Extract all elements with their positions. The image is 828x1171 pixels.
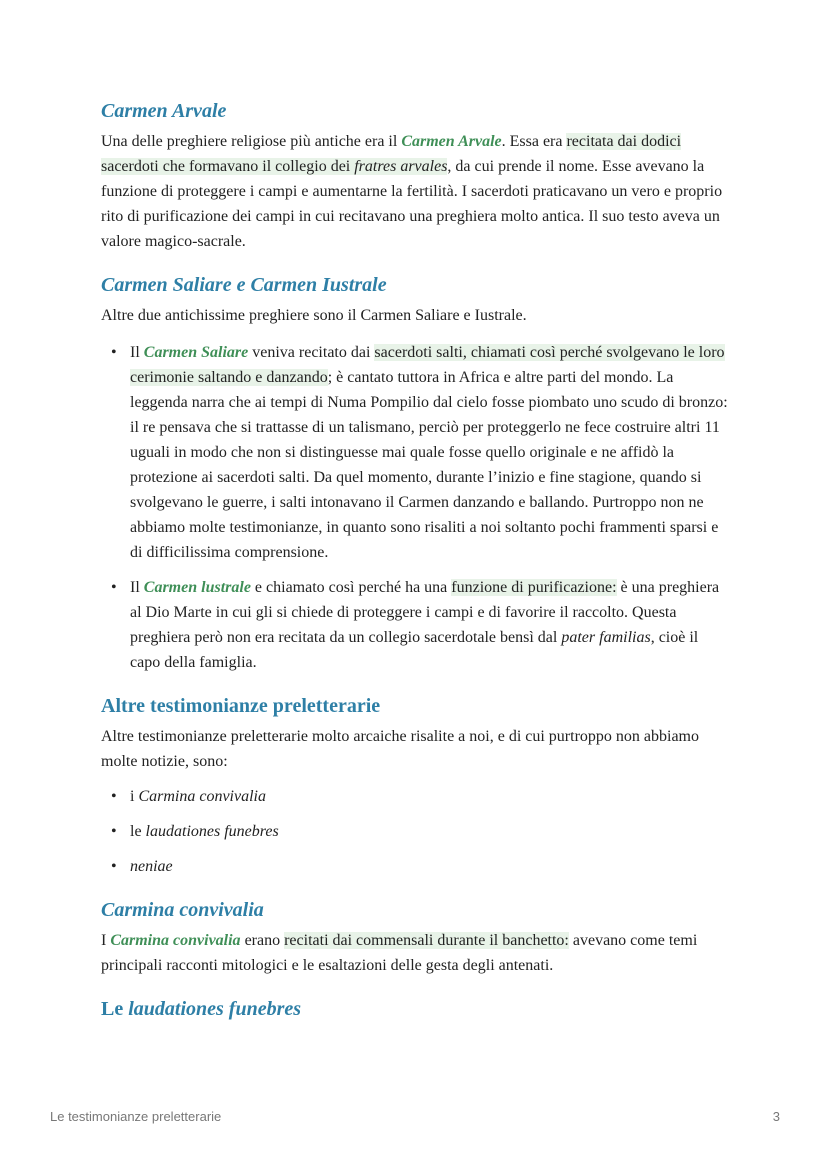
heading-altre-testimonianze: Altre testimonianze preletterarie xyxy=(101,695,381,717)
text: I xyxy=(101,932,111,949)
heading-carmen-saliare: Carmen Saliare e Carmen Iustrale xyxy=(101,274,387,296)
list-item xyxy=(101,854,731,879)
italic-text: pater familias xyxy=(561,629,651,646)
text: le xyxy=(130,823,146,840)
text: veniva recitato dai xyxy=(248,344,375,361)
keyword: Carmen Saliare xyxy=(143,344,249,361)
document-page xyxy=(101,96,731,1027)
bullet-icon: • xyxy=(111,344,117,361)
italic-text: Carmina convivalia xyxy=(138,788,266,805)
bullet-icon: • xyxy=(111,788,117,805)
bullet-icon: • xyxy=(111,858,117,875)
bullet-icon: • xyxy=(111,823,117,840)
text: , cioè il capo della famiglia. xyxy=(130,629,699,671)
paragraph-carmen-arvale xyxy=(101,129,731,254)
text: . Essa era xyxy=(501,133,567,150)
text: Il xyxy=(130,579,144,596)
keyword: Carmina convivalia xyxy=(110,932,241,949)
text: è una preghiera al Dio Marte in cui gli si chiede di proteggere i campi e di favorire il raccolto. Questa preghiera però non era recitata da un collegio sacerdotale bensì dal xyxy=(130,579,720,646)
keyword: Carmen Arvale xyxy=(401,133,502,150)
heading-italic: laudationes funebres xyxy=(128,998,302,1020)
keyword: Carmen lustrale xyxy=(143,579,251,596)
heading-carmina-convivalia: Carmina convivalia xyxy=(101,899,264,921)
list-item xyxy=(101,819,731,844)
paragraph-altre-testimonianze: Altre testimonianze preletterarie molto arcaiche risalite a noi, e di cui purtroppo non abbiamo molte notizie, sono: xyxy=(101,728,699,770)
italic-text: neniae xyxy=(130,858,173,875)
bullet-list-testimonianze xyxy=(101,784,731,879)
text: erano xyxy=(240,932,285,949)
text: , da cui prende il nome. Esse avevano la funzione di proteggere i campi e aumentarne la fertilità. I sacerdoti praticavano un vero e proprio rito di purificazione dei campi in cui recitavano una preghiera molto antica. Il suo testo aveva un valore magico-sacrale. xyxy=(101,158,723,250)
text: e chiamato così perché ha una xyxy=(250,579,452,596)
italic-text: laudationes funebres xyxy=(145,823,279,840)
heading-laudationes-funebres xyxy=(101,994,731,1024)
page-footer xyxy=(50,1109,780,1124)
footer-title: Le testimonianze preletterarie xyxy=(50,1109,222,1124)
heading-text: Le xyxy=(101,998,129,1020)
heading-carmen-arvale: Carmen Arvale xyxy=(101,100,227,122)
highlight: funzione di purificazione: xyxy=(451,579,617,596)
text: Il xyxy=(130,344,144,361)
highlight: sacerdoti salti, chiamati così perché svolgevano le loro cerimonie saltando e danzando xyxy=(130,344,725,386)
bullet-icon: • xyxy=(111,579,117,596)
text: avevano come temi principali racconti mitologici e le esaltazioni delle gesta degli antenati. xyxy=(101,932,698,974)
paragraph-intro-saliare: Altre due antichissime preghiere sono il Carmen Saliare e Iustrale. xyxy=(101,307,527,324)
list-item xyxy=(101,784,731,809)
text: ; è cantato tuttora in Africa e altre parti del mondo. La leggenda narra che ai tempi di Numa Pompilio dal cielo fosse piombato uno scudo di bronzo: il re pensava che si trattasse di un talismano, perciò per proteggerlo ne fece costruire altri 11 uguali in modo che non si distinguesse mai quale fosse quello originale e ne affidò la protezione ai sacerdoti salti. Da quel momento, durante l’inizio e fine stagione, quando si svolgevano le guerre, i salti intonavano il Carmen danzando e ballando. Purtroppo non ne abbiamo molte testimonianze, in quanto sono risaliti a noi soltanto pochi frammenti sparsi e di difficilissima comprensione. xyxy=(130,369,728,561)
bullet-list-carmina xyxy=(101,340,731,675)
text: i xyxy=(130,788,139,805)
list-item xyxy=(101,340,731,565)
paragraph-carmina-convivalia xyxy=(101,928,731,978)
page-number: 3 xyxy=(772,1109,780,1124)
highlight-text: recitata dai dodici sacerdoti che formavano il collegio dei xyxy=(101,133,682,175)
list-item xyxy=(101,575,731,675)
highlight: recitati dai commensali durante il banchetto: xyxy=(284,932,569,949)
text: Una delle preghiere religiose più antiche era il xyxy=(101,133,402,150)
highlight-italic: fratres arvales xyxy=(354,158,448,175)
